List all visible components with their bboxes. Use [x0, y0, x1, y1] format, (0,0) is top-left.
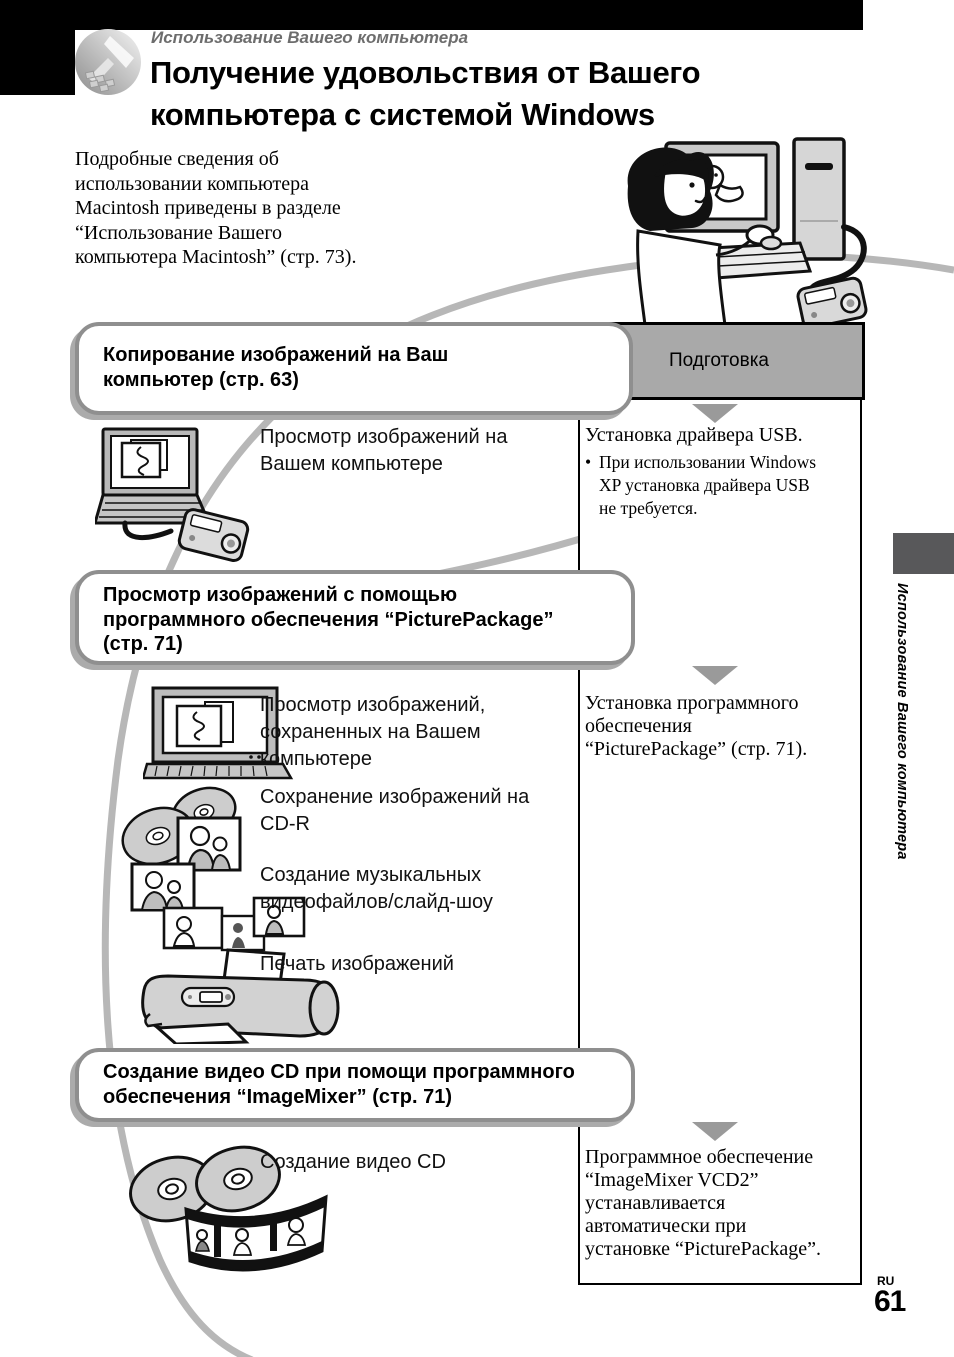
- preparation-label: Подготовка: [668, 350, 769, 371]
- step-imagemixer-auto-install: [585, 1146, 851, 1261]
- callout-line: компьютер (стр. 63): [103, 368, 299, 391]
- header-black-block: [0, 0, 75, 95]
- callout-line: программного обеспечения “PicturePackage”: [103, 608, 554, 631]
- step-line: “PicturePackage” (стр. 71).: [585, 738, 808, 760]
- header-black-band: [0, 0, 863, 30]
- item-line: Вашем компьютере: [260, 453, 443, 475]
- item-line: CD-R: [260, 813, 310, 835]
- sidebar-chapter-label: Использование Вашего компьютера: [894, 583, 910, 860]
- page-title-line1: Получение удовольствия от Вашего: [150, 55, 701, 90]
- item-line: Печать изображений: [260, 953, 454, 975]
- callout-line: (стр. 71): [103, 633, 183, 655]
- callout-view-picturepackage: [75, 570, 635, 665]
- step-line: установке “PicturePackage”.: [585, 1238, 822, 1260]
- step-heading: Установка драйвера USB.: [585, 424, 803, 446]
- step-line: автоматически при: [585, 1215, 747, 1237]
- callout-line: обеспечения “ImageMixer” (стр. 71): [103, 1085, 453, 1108]
- person-at-computer-illustration: [608, 131, 876, 333]
- bullet-icon: •: [585, 452, 592, 472]
- bullet-line: При использовании Windows: [599, 452, 817, 472]
- item-line: сохраненных на Вашем: [260, 721, 481, 743]
- item-line: видеофайлов/слайд-шоу: [260, 891, 493, 913]
- step-line: устанавливается: [585, 1192, 726, 1214]
- item-line: Просмотр изображений,: [260, 694, 486, 716]
- down-arrow-icon: [692, 1122, 738, 1141]
- list-item-print-images: [260, 951, 454, 978]
- step-line: Установка программного: [585, 692, 799, 714]
- page-title-line2: компьютера с системой Windows: [150, 97, 655, 132]
- intro-paragraph: [75, 147, 435, 270]
- item-line: компьютере: [260, 748, 372, 770]
- page-language-code: RU: [877, 1274, 895, 1288]
- step-line: обеспечения: [585, 715, 692, 737]
- bullet-line: не требуется.: [599, 498, 698, 518]
- step-bullet: [585, 451, 851, 520]
- step-line: “ImageMixer VCD2”: [585, 1169, 759, 1191]
- down-arrow-icon: [692, 666, 738, 685]
- list-item-view-images: [260, 424, 507, 478]
- step-usb-driver: [585, 424, 851, 520]
- page-number: 61: [874, 1285, 906, 1318]
- step-install-picturepackage: [585, 692, 851, 761]
- intro-line: Подробные сведения об: [75, 148, 279, 170]
- list-item-save-cdr: [260, 784, 529, 838]
- sidebar-chapter-tab: [893, 533, 954, 574]
- callout-line: Просмотр изображений с помощью: [103, 584, 458, 606]
- callout-line: Копирование изображений на Ваш: [103, 344, 449, 366]
- callout-copy-images: [75, 322, 633, 415]
- intro-line: использовании компьютера: [75, 172, 310, 195]
- item-line: Создание музыкальных: [260, 864, 482, 886]
- list-item-music-video: [260, 862, 493, 916]
- callout-create-video-cd: [75, 1048, 635, 1122]
- down-arrow-icon: [692, 404, 738, 423]
- list-item-view-saved-images: [260, 692, 485, 773]
- chapter-eyebrow: Использование Вашего компьютера: [151, 28, 469, 47]
- item-line: Создание видео CD: [260, 1151, 446, 1173]
- page-title: [150, 52, 700, 136]
- chapter-circle-icon: [74, 28, 142, 96]
- step-line: Программное обеспечение: [585, 1146, 814, 1168]
- intro-line: Macintosh приведены в разделе: [75, 197, 341, 219]
- bullet-line: XP установка драйвера USB: [599, 475, 810, 495]
- item-line: Просмотр изображений на: [260, 426, 508, 448]
- item-line: Сохранение изображений на: [260, 786, 530, 808]
- list-item-create-video-cd: [260, 1149, 446, 1176]
- intro-line: компьютера Macintosh” (стр. 73).: [75, 246, 357, 268]
- callout-line: Создание видео CD при помощи программного: [103, 1061, 575, 1083]
- intro-line: “Использование Вашего: [75, 221, 283, 244]
- laptop-camera-icon: [95, 425, 255, 567]
